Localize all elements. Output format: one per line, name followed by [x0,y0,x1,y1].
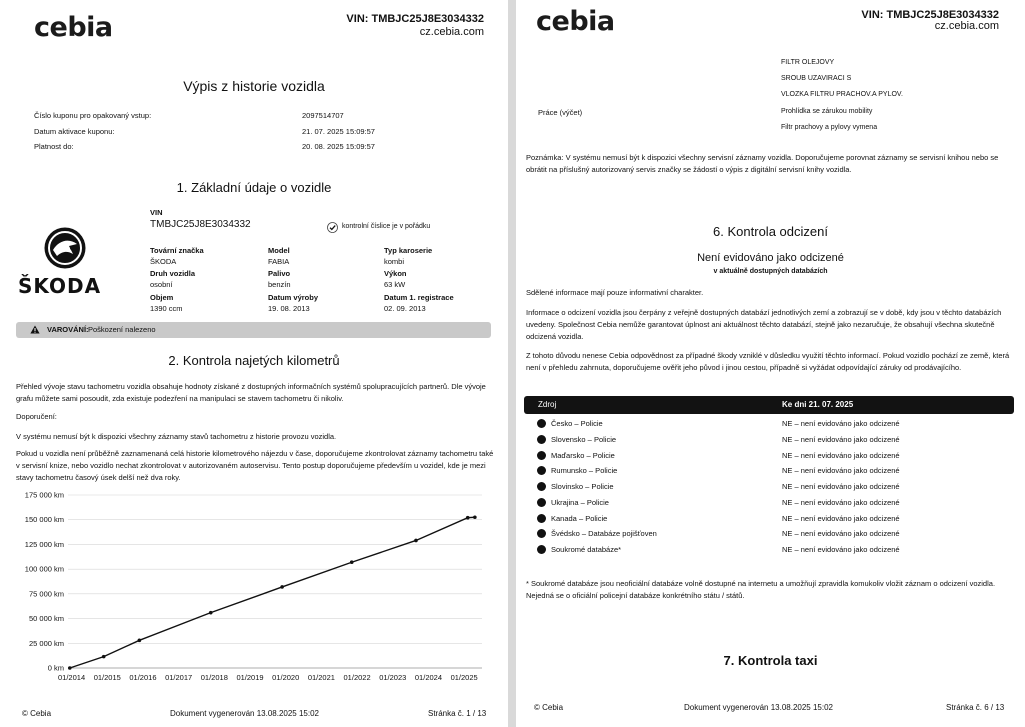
vin-value: TMBJC25J8E3034332 [150,219,251,230]
coupon-label: Platnost do: [34,142,74,151]
x-tick-label: 01/2019 [236,673,264,682]
footer-page-number: Stránka č. 6 / 13 [946,703,1005,712]
row-source: Soukromé databáze* [551,545,622,554]
coupon-label: Číslo kuponu pro opakovaný vstup: [34,111,152,120]
private-database-icon [537,545,546,554]
row-status: NE – není evidováno jako odcizené [782,545,900,554]
mileage-data-point [280,585,284,589]
flag-slovakia-icon [537,435,546,444]
y-tick-label: 0 km [47,663,64,673]
field-value: osobní [150,280,173,289]
row-status: NE – není evidováno jako odcizené [782,451,900,460]
x-tick-label: 01/2021 [307,673,335,682]
brand-wordmark: ŠKODA [18,274,102,298]
footer-page-number: Stránka č. 1 / 13 [428,709,487,718]
report-page-1 [0,0,508,727]
coupon-value: 20. 08. 2025 15:09:57 [302,142,375,151]
field-label: Výkon [384,269,407,278]
recommendation-text: V systému nemusí být k dispozici všechny záznamy stavů tachometru z historie provozu vozidla. [16,432,337,441]
work-item: VLOZKA FILTRU PRACHOV.A PYLOV. [781,91,903,98]
vin-label: VIN [150,208,163,217]
coupon-value: 2097514707 [302,111,344,120]
y-tick-label: 75 000 km [28,589,64,599]
x-tick-label: 01/2015 [93,673,121,682]
y-tick-label: 125 000 km [24,539,64,549]
warning-icon [30,325,40,334]
site-url[interactable]: cz.cebia.com [934,20,999,32]
mileage-intro: Přehled vývoje stavu tachometru vozidla obsahuje hodnoty získané z dostupných informačních systémů spolupracujících partnerů. Dle vývoje grafu můžete sami posoudit, zda existuje podezření na manipulaci se stavem tachometru či nikoliv. [16,382,486,403]
section-2-title: 2. Kontrola najetých kilometrů [168,353,340,368]
flag-czechia-icon [537,419,546,428]
field-value: benzín [268,280,291,289]
coupon-value: 21. 07. 2025 15:09:57 [302,127,375,136]
theft-status: Není evidováno jako odcizené [697,252,844,264]
private-db-footnote: * Soukromé databáze jsou neoficiální databáze volně dostupné na internetu a umožňují zpravidla komukoliv vložit záznam o odcizení vozidla. Nejedná se o oficiální policejní databáze konkrétního státu / států. [526,579,996,600]
row-status: NE – není evidováno jako odcizené [782,529,900,538]
row-source: Ukrajina – Policie [551,498,609,507]
warning-label: VAROVÁNÍ: [47,325,89,334]
footer-copyright: © Cebia [534,703,564,712]
y-tick-label: 100 000 km [24,564,64,574]
footer-copyright: © Cebia [22,709,52,718]
mileage-data-point [209,611,213,615]
field-value: 02. 09. 2013 [384,304,426,313]
report-page-6 [516,0,1025,727]
field-label: Typ karoserie [384,246,433,255]
row-status: NE – není evidováno jako odcizené [782,514,900,523]
flag-slovenia-icon [537,482,546,491]
row-status: NE – není evidováno jako odcizené [782,419,900,428]
row-status: NE – není evidováno jako odcizené [782,482,900,491]
col-date: Ke dni 21. 07. 2025 [782,400,854,409]
x-tick-label: 01/2020 [272,673,300,682]
site-url[interactable]: cz.cebia.com [419,26,484,38]
section-7-title: 7. Kontrola taxi [723,653,818,668]
x-tick-label: 01/2025 [450,673,478,682]
field-value: kombi [384,257,405,266]
mileage-data-point [466,516,470,520]
row-source: Švédsko – Databáze pojišťoven [551,529,657,538]
row-source: Slovinsko – Policie [551,482,614,491]
mileage-data-point [414,539,418,543]
row-source: Česko – Policie [551,419,603,428]
x-tick-label: 01/2024 [414,673,443,682]
x-tick-label: 01/2018 [200,673,228,682]
field-label: Datum výroby [268,293,319,302]
field-value: 63 kW [384,280,406,289]
field-value: 1390 ccm [150,304,183,313]
recommendation-label: Doporučení: [16,412,57,421]
work-item: SROUB UZAVIRACI S [781,75,852,82]
field-label: Tovární značka [150,246,204,255]
warning-text: Poškození nalezeno [88,325,156,334]
x-tick-label: 01/2023 [379,673,407,682]
col-source: Zdroj [538,400,557,409]
footer-generated: Dokument vygenerován 13.08.2025 15:02 [684,703,833,712]
work-item: FILTR OLEJOVY [781,59,835,66]
y-tick-label: 50 000 km [28,614,64,624]
field-label: Druh vozidla [150,269,196,278]
section-6-title: 6. Kontrola odcizení [713,224,828,239]
mileage-data-point [68,666,72,670]
skoda-emblem-icon [43,226,87,270]
theft-subtitle: v aktuálně dostupných databázích [713,268,828,275]
checksum-status: kontrolní číslice je v pořádku [342,223,431,230]
info-sources: Informace o odcizení vozidla jsou čerpány z veřejně dostupných databází jednotlivých zemí a zobrazují se v době, kdy jsou v těchto databázích uvedeny. Společnost Cebia nemůže garantovat úplnost ani aktuálnost těchto databází, stejně jako nezaručuje, že obsahují všechna skutečně odcizená vozidla. [526,308,1002,341]
row-status: NE – není evidováno jako odcizené [782,498,900,507]
section-1-title: 1. Základní údaje o vozidle [176,180,332,195]
x-tick-label: 01/2014 [58,673,86,682]
recommendation-detail: Pokud u vozidla není průběžně zaznamenaná celá historie kilometrového nájezdu v čase, doporučujeme zkontrolovat záznamy tachometru také v servisní knize, nebo vozidlo nechat zkontrolovat v autorizovaném autoservisu. Tento postup doporučujeme především u vozidel, kde je mezi stavy tachometru časový úsek delší než dva roky. [16,449,494,482]
field-label: Palivo [268,269,291,278]
row-source: Rumunsko – Policie [551,466,618,475]
mileage-data-point [473,515,477,519]
field-label: Model [268,246,290,255]
theft-table-header [524,396,1014,414]
x-tick-label: 01/2017 [165,673,193,682]
coupon-label: Datum aktivace kuponu: [34,127,115,136]
footer-generated: Dokument vygenerován 13.08.2025 15:02 [170,709,319,718]
y-tick-label: 25 000 km [28,638,64,648]
field-value: ŠKODA [150,257,177,266]
flag-hungary-icon [537,451,546,460]
flag-ukraine-icon [537,498,546,507]
mileage-data-point [138,639,142,643]
field-label: Objem [150,293,174,302]
row-status: NE – není evidováno jako odcizené [782,466,900,475]
y-tick-label: 150 000 km [24,515,64,525]
flag-romania-icon [537,466,546,475]
row-source: Maďarsko – Policie [551,451,615,460]
work-item: Prohlídka se zárukou mobility [781,108,873,115]
x-tick-label: 01/2016 [129,673,157,682]
cebia-logo: cebia [536,6,615,37]
service-note: Poznámka: V systému nemusí být k dispozici všechny servisní záznamy vozidla. Doporučujeme porovnat záznamy se servisní knihou nebo se obrátit na příslušný autorizovaný servis značky se žádostí o výpis z digitální servisní knihy vozidla. [526,153,999,174]
y-tick-label: 175 000 km [24,490,64,500]
row-source: Slovensko – Policie [551,435,617,444]
check-circle-icon [327,222,338,233]
warning-banner [16,322,491,338]
field-value: 19. 08. 2013 [268,304,310,313]
vin-header: VIN: TMBJC25J8E3034332 [861,9,999,21]
field-label: Datum 1. registrace [384,293,454,302]
vin-header: VIN: TMBJC25J8E3034332 [346,13,484,25]
flag-canada-icon [537,514,546,523]
work-label: Práce (výčet) [538,108,583,117]
page-title: Výpis z historie vozidla [183,78,325,94]
mileage-data-point [102,655,106,659]
flag-sweden-icon [537,529,546,538]
mileage-data-point [350,560,354,564]
row-source: Kanada – Policie [551,514,608,523]
info-liability: Z tohoto důvodu nenese Cebia odpovědnost za případné škody vzniklé v důsledku využití těchto informací. Pokud vozidlo pochází ze země, která není v přehledu zahrnuta, doporučujeme ověřit jeho původ i jinou cestou, případně si vyžádat odpovídající záruky od prodávajícího. [526,351,1010,372]
cebia-logo: cebia [34,12,113,43]
mileage-series-line [70,517,475,668]
info-disclaimer: Sdělené informace mají pouze informativní charakter. [526,288,704,297]
odometer-chart [0,485,508,690]
x-tick-label: 01/2022 [343,673,371,682]
field-value: FABIA [268,257,290,266]
work-item: Filtr prachovy a pylovy vymena [781,124,878,131]
row-status: NE – není evidováno jako odcizené [782,435,900,444]
